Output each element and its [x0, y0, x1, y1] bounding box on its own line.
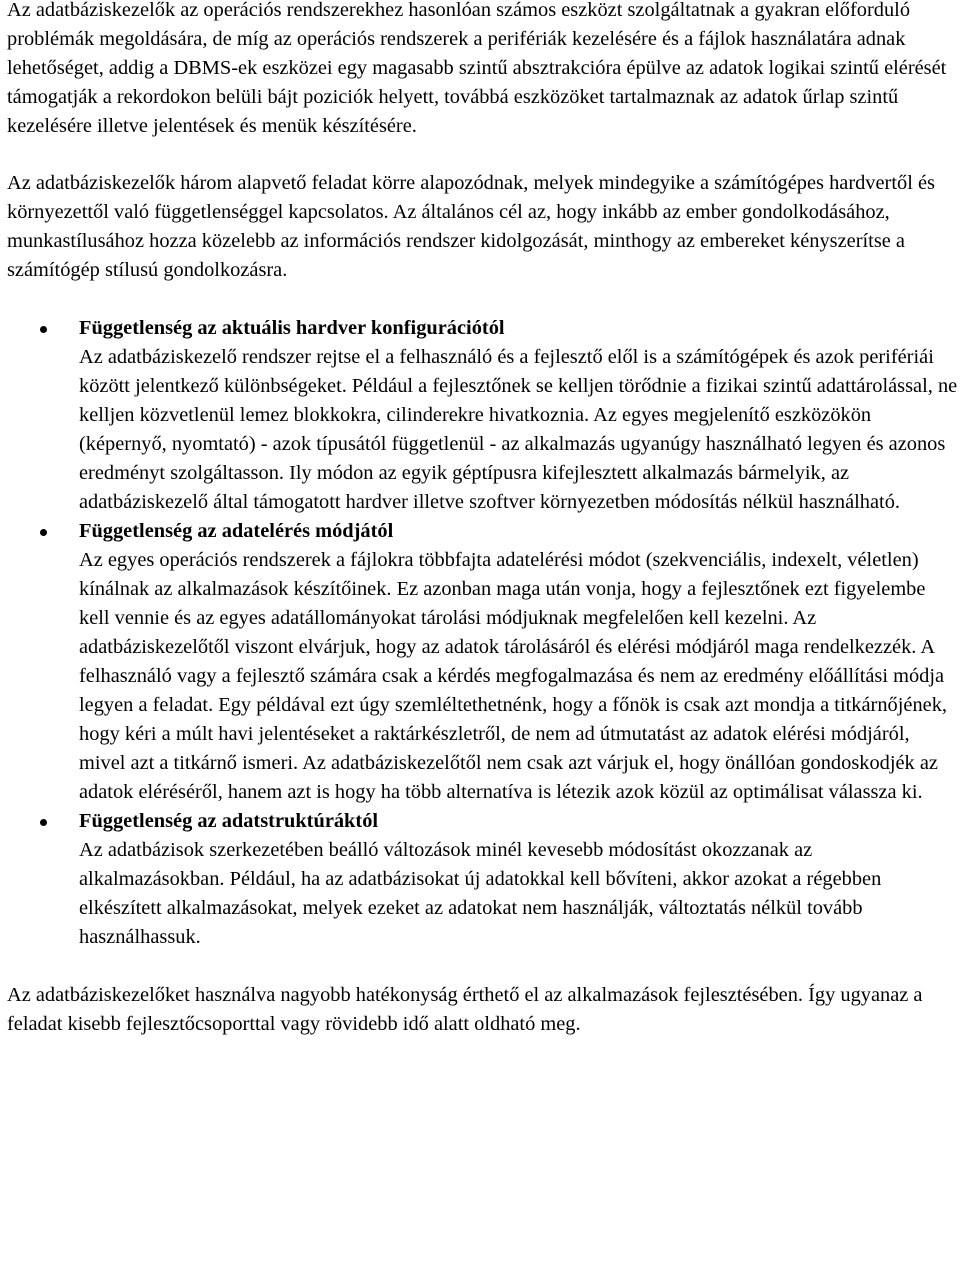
- list-item: [7, 517, 959, 807]
- list-item: [7, 807, 959, 952]
- closing-paragraph: Az adatbáziskezelőket használva nagyobb hatékonyság érthető el az alkalmazások fejlesztésében. Így ugyanaz a feladat kisebb fejlesztőcsoporttal vagy rövidebb idő alatt oldható meg.: [7, 984, 923, 1035]
- bullet-icon: [40, 326, 47, 333]
- list-item-heading: Függetlenség az adatstruktúráktól: [79, 810, 379, 832]
- independence-list: [7, 314, 959, 952]
- list-item-body: Az egyes operációs rendszerek a fájlokra többfajta adatelérési módot (szekvenciális, indexelt, véletlen) kínálnak az alkalmazások készítőinek. Ez azonban maga után vonja, hogy a fejlesztőnek ezt figyelembe kell vennie és az egyes adatállományokat tárolási módjuknak megfelelően kell kezelni. Az adatbáziskezelőtől viszont elvárjuk, hogy az adatok tárolásáról és elérési módjáról maga rendelkezzék. A felhasználó vagy a fejlesztő számára csak a kérdés megfogalmazása és nem az eredmény előállítási módja legyen a feladat. Egy példával ezt úgy szemléltethetnénk, hogy a főnök is csak azt mondja a titkárnőjének, hogy kéri a múlt havi jelentéseket a raktárkészletről, de nem ad útmutatást az adatok elérési módjáról, mivel azt a titkárnő ismeri. Az adatbáziskezelőtől nem csak azt várjuk el, hogy önállóan gondoskodjék az adatok eléréséről, hanem azt is hogy ha több alternatíva is létezik azok közül az optimálisat válassza ki.: [79, 549, 947, 803]
- bullet-icon: [40, 819, 47, 826]
- document-page: [7, 0, 959, 1039]
- intro-paragraph-2: Az adatbáziskezelők három alapvető feladat körre alapozódnak, melyek mindegyike a számítógépes hardvertől és környezettől való függetlenséggel kapcsolatos. Az általános cél az, hogy inkább az ember gondolkodásához, munkastílusához hozza közelebb az információs rendszer kidolgozását, minthogy az embereket kényszerítse a számítógép stílusú gondolkozásra.: [7, 172, 935, 281]
- list-item: [7, 314, 959, 517]
- list-item-heading: Függetlenség az aktuális hardver konfigurációtól: [79, 317, 505, 339]
- list-item-body: Az adatbázisok szerkezetében beálló változások minél kevesebb módosítást okozzanak az alkalmazásokban. Például, ha az adatbázisokat új adatokkal kell bővíteni, akkor azokat a régebben elkészített alkalmazásokat, melyek ezeket az adatokat nem használják, változtatás nélkül tovább használhassuk.: [79, 839, 882, 948]
- list-item-heading: Függetlenség az adatelérés módjától: [79, 520, 394, 542]
- bullet-icon: [40, 529, 47, 536]
- list-item-body: Az adatbáziskezelő rendszer rejtse el a felhasználó és a fejlesztő elől is a számítógépek és azok perifériái között jelentkező különbségeket. Például a fejlesztőnek se kelljen törődnie a fizikai szintű adattárolással, ne kelljen közvetlenül lemez blokkokra, cilinderekre hivatkoznia. Az egyes megjelenítő eszközökön (képernyő, nyomtató) - azok típusától függetlenül - az alkalmazás ugyanúgy használható legyen és azonos eredményt szolgáltasson. Ily módon az egyik géptípusra kifejlesztett alkalmazás bármelyik, az adatbáziskezelő által támogatott hardver illetve szoftver környezetben módosítás nélkül használható.: [79, 346, 958, 513]
- intro-paragraph-1: Az adatbáziskezelők az operációs rendszerekhez hasonlóan számos eszközt szolgáltatnak a gyakran előforduló problémák megoldására, de míg az operációs rendszerek a perifériák kezelésére és a fájlok használatára adnak lehetőséget, addig a DBMS-ek eszközei egy magasabb szintű absztrakcióra épülve az adatok logikai szintű elérését támogatják a rekordokon belüli bájt poziciók helyett, továbbá eszközöket tartalmaznak az adatok űrlap szintű kezelésére illetve jelentések és menük készítésére.: [7, 0, 947, 137]
